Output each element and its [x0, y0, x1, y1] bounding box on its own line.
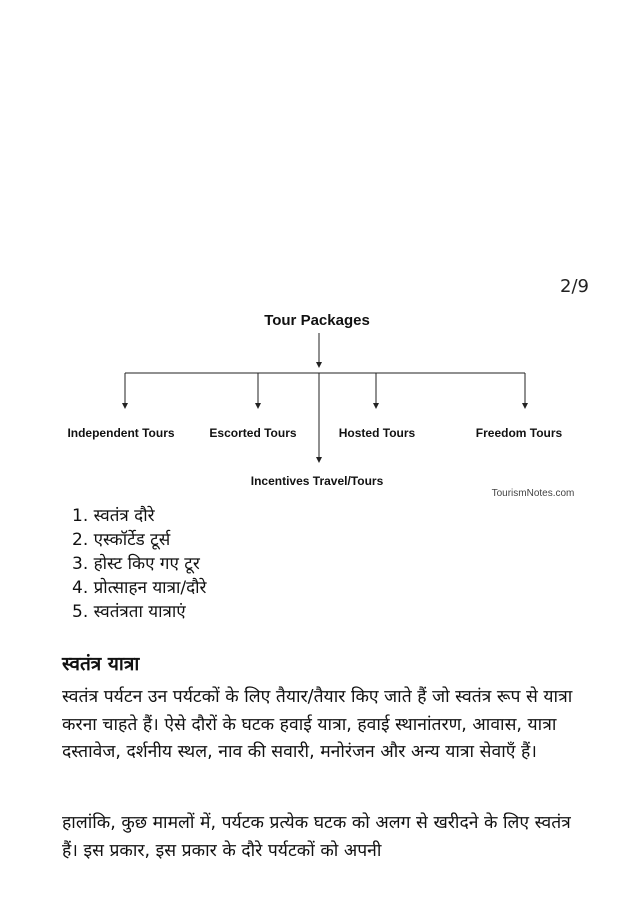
list-item: 5. स्वतंत्रता यात्राएं	[72, 602, 186, 622]
list-item: 3. होस्ट किए गए टूर	[72, 554, 200, 574]
list-item: 2. एस्कॉर्टेड टूर्स	[72, 530, 171, 550]
branch-arrow-hosted	[373, 403, 379, 409]
branch-label-freedom: Freedom Tours	[475, 426, 563, 440]
diagram-credit: TourismNotes.com	[491, 488, 575, 499]
diagram-root-label: Tour Packages	[264, 312, 370, 329]
branch-arrow-escorted	[255, 403, 261, 409]
branch-arrow-freedom	[522, 403, 528, 409]
tour-types-list	[72, 504, 206, 624]
list-item: 1. स्वतंत्र दौरे	[72, 506, 155, 526]
branch-label-independent: Independent Tours	[67, 426, 175, 440]
branch-label-hosted: Hosted Tours	[338, 426, 416, 440]
branch-arrow-incentives	[316, 457, 322, 463]
page-number: 2/9	[560, 276, 589, 297]
section-heading: स्वतंत्र यात्रा	[62, 653, 140, 675]
root-arrow	[316, 362, 322, 368]
branch-label-incentives: Incentives Travel/Tours	[250, 474, 384, 488]
paragraph-independent-tourism: स्वतंत्र पर्यटन उन पर्यटकों के लिए तैयार/तैयार किए जाते हैं जो स्वतंत्र रूप से यात्रा करना चाहते हैं। ऐसे दौरों के घटक हवाई यात्रा, हवाई स्थानांतरण, आवास, यात्रा दस्तावेज, दर्शनीय स्थल, नाव की सवारी, मनोरंजन और अन्य यात्रा सेवाएँ हैं।	[62, 687, 573, 762]
branch-arrow-independent	[122, 403, 128, 409]
list-item: 4. प्रोत्साहन यात्रा/दौरे	[72, 578, 207, 598]
branch-label-escorted: Escorted Tours	[209, 426, 297, 440]
paragraph-component-purchase: हालांकि, कुछ मामलों में, पर्यटक प्रत्येक घटक को अलग से खरीदने के लिए स्वतंत्र हैं। इस प्रकार, इस प्रकार के दौरे पर्यटकों को अपनी	[62, 813, 571, 861]
